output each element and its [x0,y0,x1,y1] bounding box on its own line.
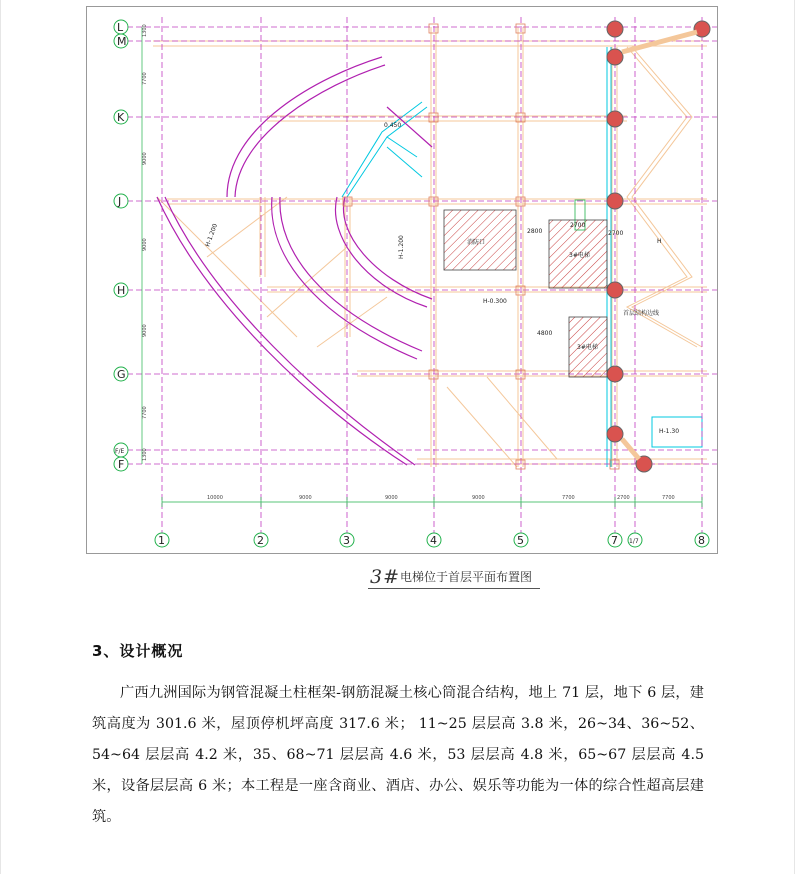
axis-bubble-5 [514,533,528,547]
dimension-labels-bottom [207,495,675,501]
axis-bubble-1 [155,533,169,547]
note-level-130: H-1.30 [659,428,680,435]
drawing-annotations [204,122,679,435]
axis-bubble-j [114,194,128,208]
cyan-structure [342,47,702,467]
note-level-0450: 0.450 [384,122,402,129]
note-level-h: H [657,238,662,245]
caption-mark: 3# [370,566,401,588]
dim-1-2: 10000 [207,495,223,501]
dim-h-g: 9000 [142,324,148,337]
svg-text:K: K [117,111,125,124]
note-dim-4800: 4800 [537,330,553,337]
svg-text:8: 8 [698,534,705,547]
floor-plan-svg [87,7,719,555]
column-circle [607,49,623,65]
column-circle [607,366,623,382]
dimension-labels-left [142,24,148,461]
round-columns [607,21,710,472]
svg-text:7: 7 [611,534,618,547]
column-circle [607,193,623,209]
beam-grid [153,27,707,467]
axis-bubble-m [114,34,128,48]
note-dim-2800: 2800 [527,228,543,235]
axis-bubble-1-7 [628,533,642,547]
axis-bubble-4 [427,533,441,547]
column-circle [607,111,623,127]
svg-text:M: M [117,35,127,48]
svg-text:F/E: F/E [115,448,125,455]
section-paragraph: 广西九洲国际为钢管混凝土柱框架-钢筋混凝土核心筒混合结构，地上 71 层，地下 6 层，建筑高度为 301.6 米，屋顶停机坪高度 317.6 米； 11~25 层层高 3.8 米，26~34、36~52、54~64 层层高 4.2 米，35、68~71 层层高 4.6 米，53 层层高 4.8 米，65~67 层层高 4.5 米，设备层层高 6 米；本工程是一座含商业、酒店、办公、娱乐等功能为一体的综合性超高层建筑。 [92,685,704,825]
note-dim-top: 2700 [570,222,586,229]
dim-j-h: 9000 [142,238,148,251]
dim-m-k: 7700 [142,72,148,85]
axis-bubble-g [114,367,128,381]
purple-walls [157,57,432,465]
dim-7-17: 2700 [617,495,630,501]
note-fire-opening: 消防口 [467,239,486,246]
column-circle [607,21,623,37]
axis-bubble-3 [340,533,354,547]
dim-3-4: 9000 [385,495,398,501]
svg-text:L: L [117,21,124,34]
column-axis-bubbles [155,533,709,547]
note-level-1200b: H-1.200 [398,235,405,259]
svg-text:1/7: 1/7 [629,538,639,545]
axis-bubble-fe [114,443,128,457]
dim-fe-f: 1300 [142,448,148,461]
dim-g-fe: 7700 [142,406,148,419]
svg-text:4: 4 [430,534,437,547]
svg-text:1: 1 [158,534,165,547]
svg-text:J: J [118,195,122,208]
dim-4-5: 9000 [472,495,485,501]
floor-plan-drawing [86,6,718,554]
dim-l-m: 1300 [142,24,148,37]
svg-text:F: F [118,458,125,471]
note-level-0300: H-0.300 [483,298,507,305]
axis-bubble-k [114,110,128,124]
svg-text:H: H [117,284,126,297]
note-dim-right: 2700 [608,230,624,237]
row-axis-bubbles [114,20,128,471]
caption-text: 电梯位于首层平面布置图 [400,570,533,584]
axis-bubble-7 [608,533,622,547]
svg-text:3: 3 [343,534,350,547]
section-heading: 3、设计概况 [92,642,184,660]
axis-bubble-8 [695,533,709,547]
dim-2-3: 9000 [299,495,312,501]
svg-text:2: 2 [257,534,264,547]
column-circle [607,426,623,442]
note-elevator-b: 3#电梯 [577,344,598,351]
axis-bubble-l [114,20,128,34]
caption-underline [368,588,540,589]
axis-bubble-h [114,283,128,297]
dim-5-7: 7700 [562,495,575,501]
axis-bubble-f [114,457,128,471]
figure-caption [370,566,550,588]
column-circle [607,282,623,298]
svg-text:5: 5 [517,534,524,547]
dim-17-8: 7700 [662,495,675,501]
note-elevator-a: 3#电梯 [569,252,590,259]
note-level-1200a: H-1.200 [204,222,220,248]
page-left-edge [0,0,1,874]
axis-bubble-2 [254,533,268,547]
dim-k-j: 9000 [142,152,148,165]
svg-text:G: G [117,368,126,381]
note-boundary: 首层结构边线 [623,310,660,317]
